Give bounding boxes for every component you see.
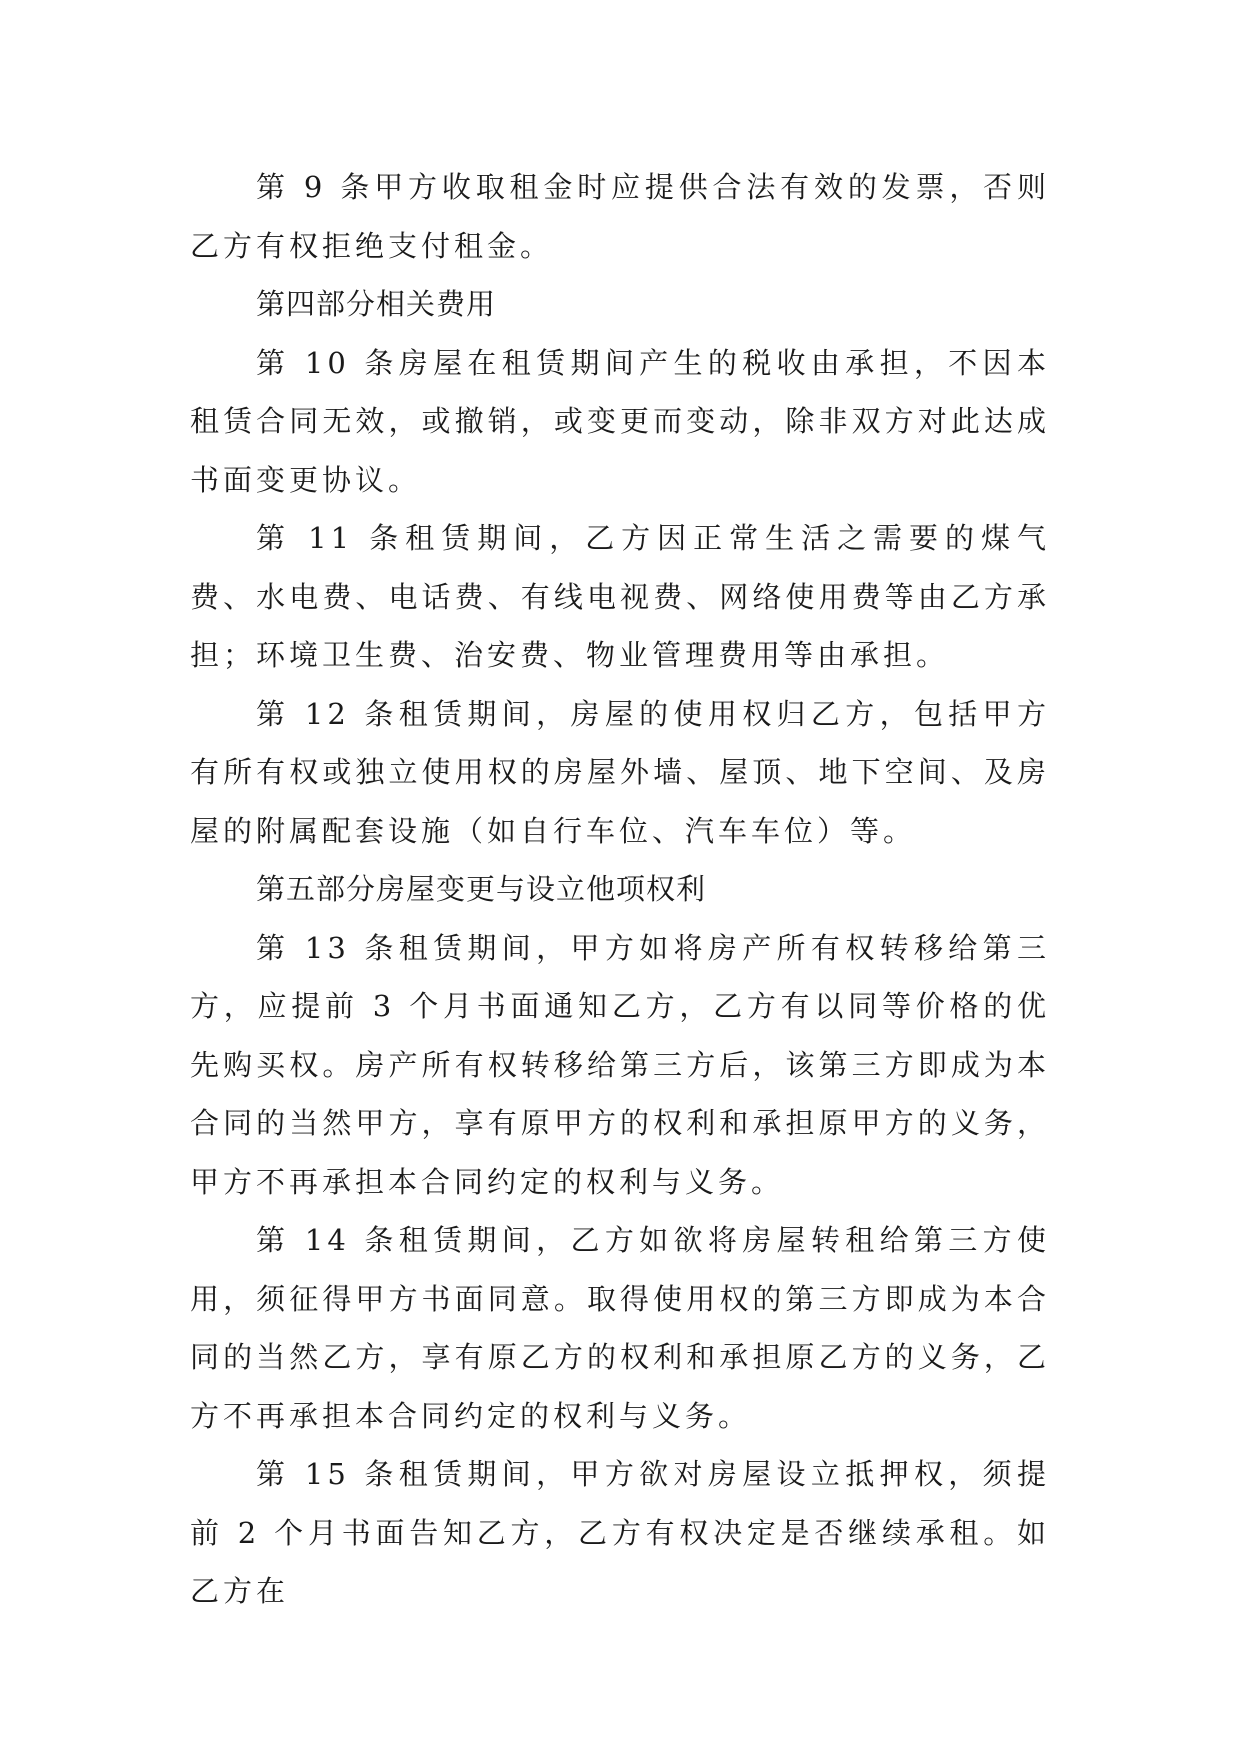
clause-12: 第 12 条租赁期间，房屋的使用权归乙方，包括甲方有所有权或独立使用权的房屋外墙、屋顶、地下空间、及房屋的附属配套设施（如自行车位、汽车车位）等。	[190, 696, 1050, 848]
clause-9: 第 9 条甲方收取租金时应提供合法有效的发票，否则乙方有权拒绝支付租金。	[190, 170, 1050, 263]
section-heading-part-4: 第四部分相关费用	[256, 287, 497, 321]
clause-13: 第 13 条租赁期间，甲方如将房产所有权转移给第三方，应提前 3 个月书面通知乙方，乙方有以同等价格的优先购买权。房产所有权转移给第三方后，该第三方即成为本合同的当然甲方，享有原甲方的权利和承担原甲方的义务，甲方不再承担本合同约定的权利与义务。	[190, 930, 1050, 1199]
clause-10: 第 10 条房屋在租赁期间产生的税收由承担，不因本租赁合同无效，或撤销，或变更而变动，除非双方对此达成书面变更协议。	[190, 345, 1050, 497]
clause-11: 第 11 条租赁期间，乙方因正常生活之需要的煤气费、水电费、电话费、有线电视费、网络使用费等由乙方承担；环境卫生费、治安费、物业管理费用等由承担。	[190, 521, 1050, 672]
clause-15: 第 15 条租赁期间，甲方欲对房屋设立抵押权，须提前 2 个月书面告知乙方，乙方有权决定是否继续承租。如乙方在	[190, 1457, 1050, 1608]
section-heading-part-5: 第五部分房屋变更与设立他项权利	[256, 872, 707, 906]
document-body	[190, 158, 1050, 1621]
clause-14: 第 14 条租赁期间，乙方如欲将房屋转租给第三方使用，须征得甲方书面同意。取得使用权的第三方即成为本合同的当然乙方，享有原乙方的权利和承担原乙方的义务，乙方不再承担本合同约定的权利与义务。	[190, 1223, 1050, 1433]
